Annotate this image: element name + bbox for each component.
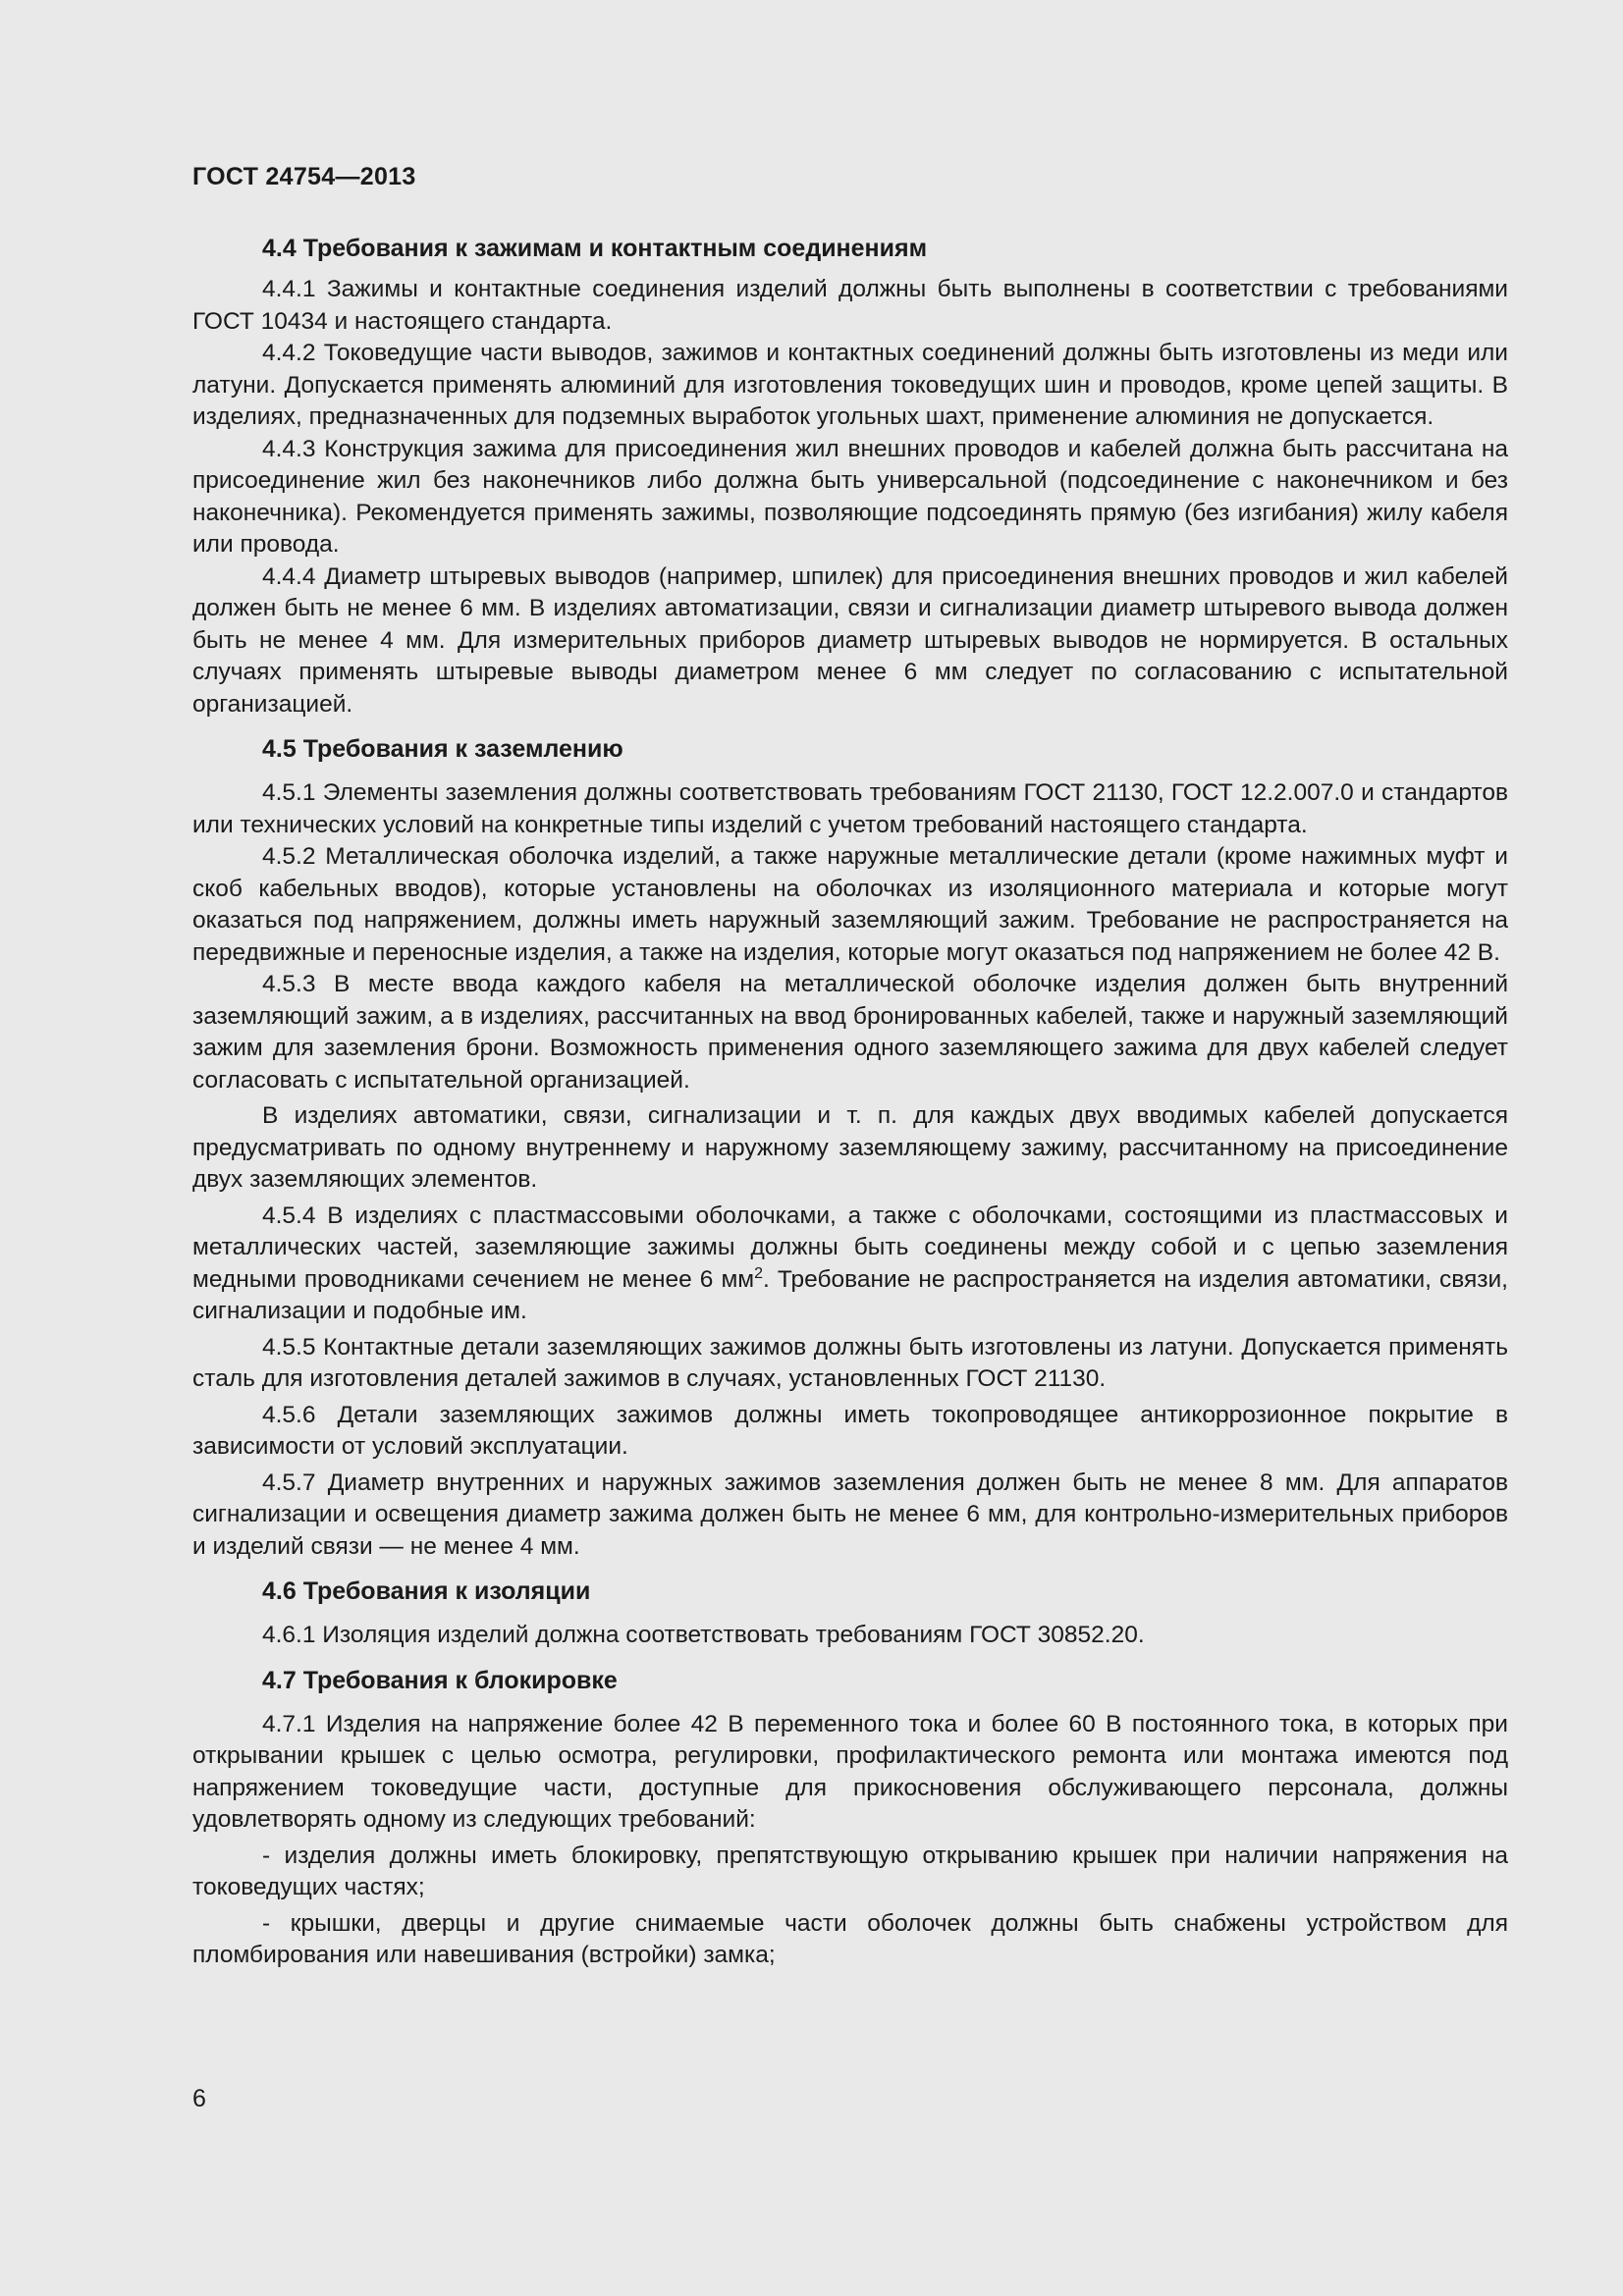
paragraph-4-5-1: 4.5.1 Элементы заземления должны соответствовать требованиям ГОСТ 21130, ГОСТ 12.2.007.0 и стандартов или технических условий на конкретные типы изделий с учетом требований настоящего стандарта. bbox=[192, 779, 1508, 838]
paragraph-4-5-3: 4.5.3 В месте ввода каждого кабеля на металлической оболочке изделия должен быть внутренний заземляющий зажим, а в изделиях, рассчитанных на ввод бронированных кабелей, также и наружный заземляющий зажим для заземления брони. Возможность применения одного заземляющего зажима для двух кабелей следует согласовать с испытательной организацией. bbox=[192, 971, 1508, 1094]
paragraph-4-4-3: 4.4.3 Конструкция зажима для присоединения жил внешних проводов и кабелей должна быть рассчитана на присоединение жил без наконечников либо должна быть универсальной (подсоединение с наконечником и без наконечника). Рекомендуется применять зажимы, позволяющие подсоединять прямую (без изгибания) жилу кабеля или провода. bbox=[192, 435, 1508, 558]
paragraph-4-4-1: 4.4.1 Зажимы и контактные соединения изделий должны быть выполнены в соответствии с требованиями ГОСТ 10434 и настоящего стандарта. bbox=[192, 276, 1508, 335]
section-4-4-title: 4.4 Требования к зажимам и контактным соединениям bbox=[262, 235, 928, 262]
document-id: ГОСТ 24754—2013 bbox=[192, 163, 416, 190]
superscript-2: 2 bbox=[754, 1264, 764, 1282]
paragraph-4-5-7: 4.5.7 Диаметр внутренних и наружных зажимов заземления должен быть не менее 8 мм. Для аппаратов сигнализации и освещения диаметр зажима должен быть не менее 6 мм, для контрольно-измерительных приборов и изделий связи — не менее 4 мм. bbox=[192, 1468, 1508, 1560]
paragraph-4-6-1: 4.6.1 Изоляция изделий должна соответствовать требованиям ГОСТ 30852.20. bbox=[262, 1622, 1145, 1648]
paragraph-4-5-4-text-a: 4.5.4 В изделиях с пластмассовыми оболочками, а также с оболочками, состоящими из пластмассовых и металлических частей, заземляющие зажимы должны быть соединены между собой и с цепью заземления медными проводниками сечением не менее 6 мм bbox=[192, 1201, 1508, 1293]
paragraph-4-5-3-continued: В изделиях автоматики, связи, сигнализации и т. п. для каждых двух вводимых кабелей допускается предусматривать по одному внутреннему и наружному заземляющему зажиму, рассчитанному на присоединение двух заземляющих элементов. bbox=[192, 1102, 1508, 1193]
paragraph-4-5-4 bbox=[192, 1201, 1508, 1328]
list-item: - изделия должны иметь блокировку, препятствующую открыванию крышек при наличии напряжения на токоведущих частях; bbox=[192, 1842, 1508, 1900]
section-4-5-title: 4.5 Требования к заземлению bbox=[262, 735, 623, 763]
document-body bbox=[192, 232, 1508, 1972]
paragraph-4-4-4: 4.4.4 Диаметр штыревых выводов (например, шпилек) для присоединения внешних проводов и жил кабелей должен быть не менее 6 мм. В изделиях автоматизации, связи и сигнализации диаметр штыревого вывода должен быть не менее 4 мм. Для измерительных приборов диаметр штыревых выводов не нормируется. В остальных случаях применять штыревые выводы диаметром менее 6 мм следует по согласованию с испытательной организацией. bbox=[192, 562, 1508, 718]
section-4-7-title: 4.7 Требования к блокировке bbox=[262, 1666, 618, 1694]
section-4-6-title: 4.6 Требования к изоляции bbox=[262, 1577, 591, 1605]
page-number: 6 bbox=[192, 2085, 206, 2112]
paragraph-4-5-6: 4.5.6 Детали заземляющих зажимов должны иметь токопроводящее антикоррозионное покрытие в зависимости от условий эксплуатации. bbox=[192, 1401, 1508, 1460]
paragraph-4-4-2: 4.4.2 Токоведущие части выводов, зажимов и контактных соединений должны быть изготовлены из меди или латуни. Допускается применять алюминий для изготовления токоведущих шин и проводов, кроме цепей защиты. В изделиях, предназначенных для подземных выработок угольных шахт, применение алюминия не допускается. bbox=[192, 340, 1508, 430]
paragraph-4-5-5: 4.5.5 Контактные детали заземляющих зажимов должны быть изготовлены из латуни. Допускается применять сталь для изготовления деталей зажимов в случаях, установленных ГОСТ 21130. bbox=[192, 1333, 1508, 1392]
paragraph-4-5-2: 4.5.2 Металлическая оболочка изделий, а также наружные металлические детали (кроме нажимных муфт и скоб кабельных вводов), которые установлены на оболочках из изоляционного материала и которые могут оказаться под напряжением, должны иметь наружный заземляющий зажим. Требование не распространяется на передвижные и переносные изделия, а также на изделия, которые могут оказаться под напряжением не более 42 В. bbox=[192, 843, 1508, 966]
list-item: - крышки, дверцы и другие снимаемые части оболочек должны быть снабжены устройством для пломбирования или навешивания (встройки) замка; bbox=[192, 1909, 1508, 1968]
paragraph-4-5-4-text-b: . Требование не распространяется на изделия автоматики, связи, сигнализации и подобные им. bbox=[192, 1265, 1508, 1324]
paragraph-4-7-1: 4.7.1 Изделия на напряжение более 42 В переменного тока и более 60 В постоянного тока, в которых при открывании крышек с целью осмотра, регулировки, профилактического ремонта или монтажа имеются под напряжением токоведущие части, доступные для прикосновения обслуживающего персонала, должны удовлетворять одному из следующих требований: bbox=[192, 1710, 1508, 1833]
